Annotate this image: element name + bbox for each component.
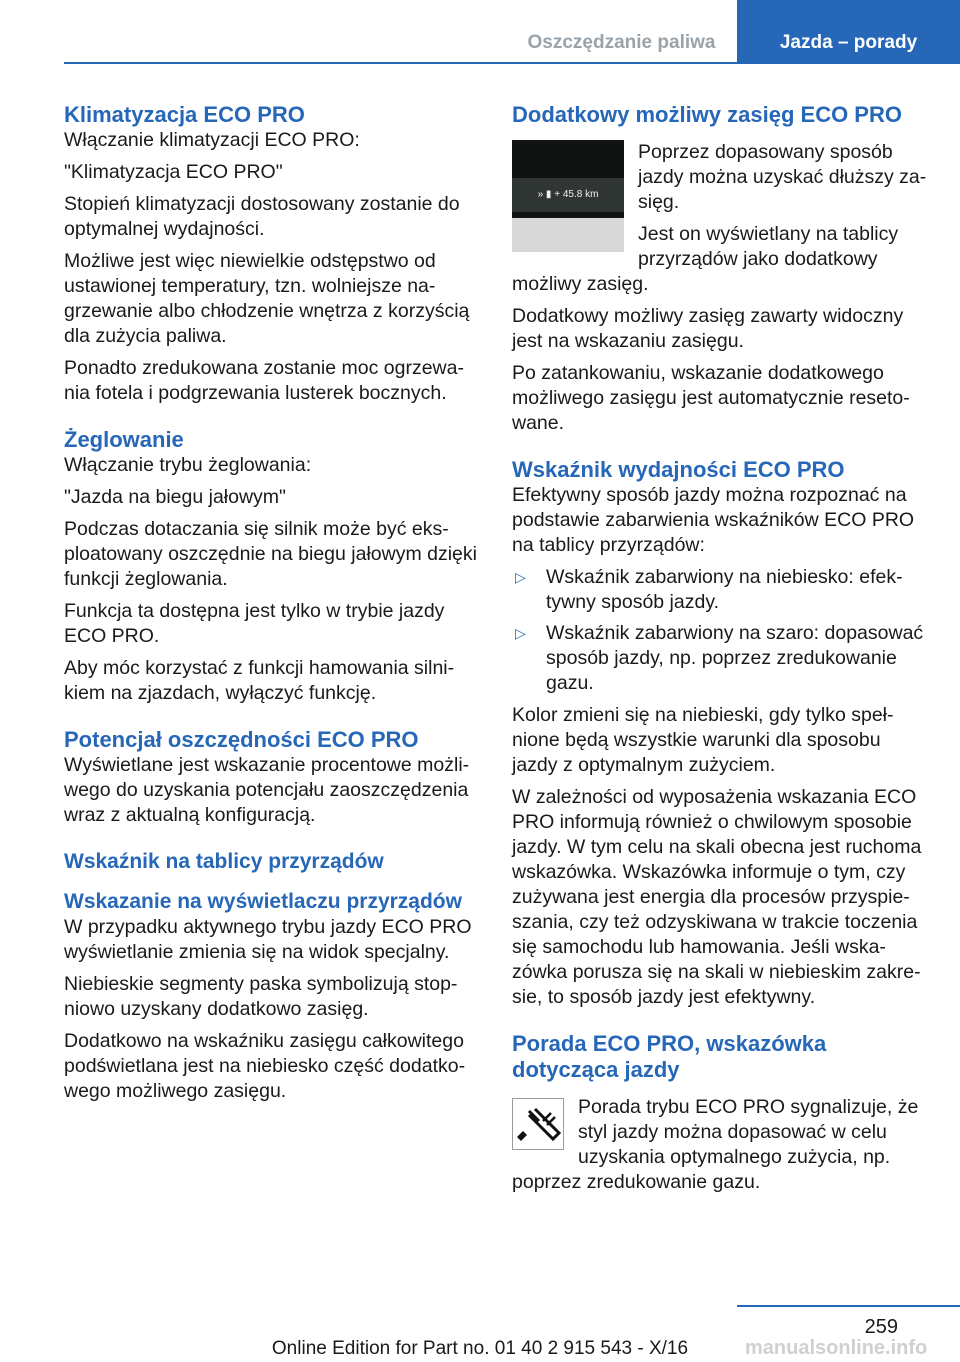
page-number: 259 [864, 1316, 898, 1338]
efficiency-list [512, 565, 928, 696]
left-column [64, 102, 480, 1111]
range-display-figure [512, 140, 624, 252]
triangle-bullet-icon: ▷ [515, 625, 526, 641]
paragraph: Poprzez dopasowany sposób jazdy można uzyskać dłuższy za-sięg. [638, 141, 927, 213]
heading-instrument-cluster: Wskaźnik na tablicy przyrządów [64, 850, 384, 873]
driving-tip-block [512, 1095, 928, 1202]
paragraph: Funkcja ta dostępna jest tylko w trybie jazdy ECO PRO. [64, 600, 445, 647]
heading-driving-tip: Porada ECO PRO, wskazówka dotycząca jazdy [512, 1031, 827, 1082]
page-header [0, 0, 960, 64]
watermark: manualsonline.info [745, 1337, 928, 1359]
heading-coasting: Żeglowanie [64, 427, 184, 452]
paragraph: Aby móc korzystać z funkcji hamowania silni-kiem na zjazdach, wyłączyć funkcję. [64, 657, 455, 704]
right-column [512, 102, 928, 1202]
paragraph: Po zatankowaniu, wskazanie dodatkowego możliwego zasięgu jest automatycznie reseto-wane. [512, 362, 910, 434]
paragraph: W zależności od wyposażenia wskazania ECO PRO informują również o chwilowym sposobie jazdy. W tym celu na skali obecna jest ruchoma wskazówka. Wskazówka informuje o tym, czy zużywana jest energia dla procesów przyspie-szania, czy też odzyskiwana w trakcie toczenia się samochodu lub hamowania. Jeśli wska-zówka porusza się na skali w niebieskim zakre-sie, to sposób jazdy jest efektywny. [512, 786, 922, 1008]
fuel-pump-icon: ▮ [545, 189, 552, 200]
paragraph: Wyświetlane jest wskazanie procentowe możli-wego do uzyskania potencjału zaoszczędzenia wraz z aktualną konfiguracją. [64, 754, 470, 826]
paragraph: "Jazda na biegu jałowym" [64, 486, 286, 508]
paragraph: Podczas dotaczania się silnik może być eks-ploatowany oszczędnie na biegu jałowym dzięki funkcji żeglowania. [64, 518, 477, 590]
paragraph: Włączanie klimatyzacji ECO PRO: [64, 129, 360, 151]
heading-savings-potential: Potencjał oszczędności ECO PRO [64, 727, 419, 752]
triangle-bullet-icon: ▷ [515, 569, 526, 585]
footer-rule [737, 1305, 960, 1307]
heading-cluster-display: Wskazanie na wyświetlaczu przyrządów [64, 890, 462, 913]
paragraph: Dodatkowo na wskaźniku zasięgu całkowitego podświetlana jest na niebiesko część dodatko-wego możliwego zasięgu. [64, 1030, 466, 1102]
paragraph: W przypadku aktywnego trybu jazdy ECO PRO wyświetlanie zmienia się na widok specjalny. [64, 916, 472, 963]
heading-climate: Klimatyzacja ECO PRO [64, 102, 305, 127]
range-value: + 45.8 km [554, 189, 599, 200]
paragraph: Możliwe jest więc niewielkie odstępstwo od ustawionej temperatury, tzn. wolniejsze na-grzewanie albo chłodzenie wnętrza z korzyścią dla zużycia paliwa. [64, 250, 470, 347]
chevrons-icon: » [537, 189, 544, 200]
paragraph: Efektywny sposób jazdy można rozpoznać na podstawie zabarwienia wskaźników ECO PRO na tablicy przyrządów: [512, 484, 915, 556]
paragraph: Jest on wyświetlany na tablicy przyrządów jako dodatkowy możliwy zasięg. [512, 223, 899, 295]
list-item: ▷ Wskaźnik zabarwiony na niebiesko: efek-tywny sposób jazdy. [515, 566, 903, 613]
paragraph: Kolor zmieni się na niebieski, gdy tylko speł-nione będą wszystkie warunki dla sposobu jazdy z optymalnym zużyciem. [512, 704, 894, 776]
paragraph: Niebieskie segmenty paska symbolizują stop-niowo uzyskany dodatkowo zasięg. [64, 973, 458, 1020]
paragraph: Ponadto zredukowana zostanie moc ogrzewa-nia fotela i podgrzewania lusterek bocznych. [64, 357, 464, 404]
pedal-icon [512, 1098, 564, 1150]
extra-range-block [512, 140, 928, 304]
heading-extra-range: Dodatkowy możliwy zasięg ECO PRO [512, 102, 902, 127]
heading-efficiency: Wskaźnik wydajności ECO PRO [512, 457, 845, 482]
header-section-tab: Oszczędzanie paliwa [507, 0, 736, 62]
paragraph: Włączanie trybu żeglowania: [64, 454, 312, 476]
list-item: ▷ Wskaźnik zabarwiony na szaro: dopasować sposób jazdy, np. poprzez zredukowanie gazu. [515, 622, 924, 694]
paragraph: Porada trybu ECO PRO sygnalizuje, że styl jazdy można dopasować w celu uzyskania optymalnego zużycia, np. poprzez zredukowanie gazu. [512, 1096, 919, 1193]
header-chapter-tab: Jazda – porady [737, 0, 960, 62]
edition-line: Online Edition for Part no. 01 40 2 915 543 - X/16 [271, 1338, 689, 1359]
paragraph: Stopień klimatyzacji dostosowany zostanie do optymalnej wydajności. [64, 193, 460, 240]
header-rule [64, 62, 960, 64]
paragraph: Dodatkowy możliwy zasięg zawarty widoczny jest na wskazaniu zasięgu. [512, 305, 904, 352]
paragraph: "Klimatyzacja ECO PRO" [64, 161, 283, 183]
